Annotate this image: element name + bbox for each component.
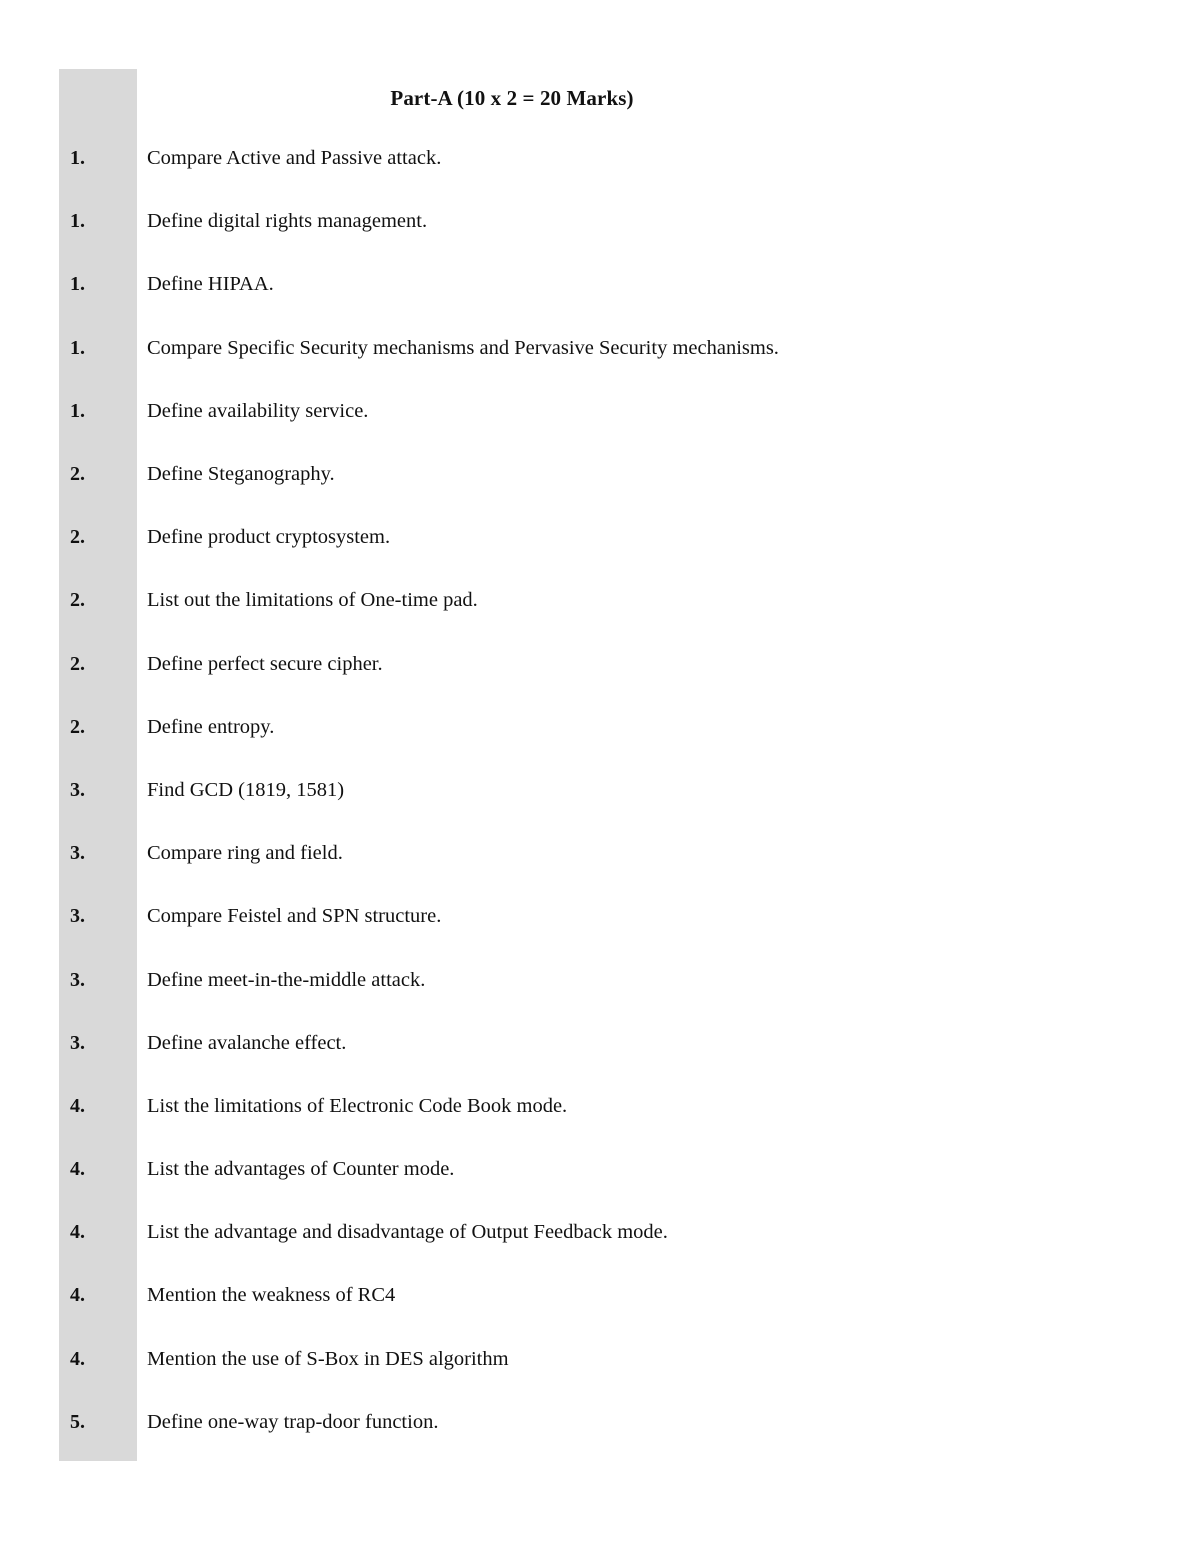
section-header bbox=[137, 69, 887, 127]
question-text: Compare Specific Security mechanisms and Pervasive Security mechanisms. bbox=[147, 336, 779, 359]
question-text: Define digital rights management. bbox=[147, 210, 428, 233]
question-row bbox=[59, 506, 1159, 569]
question-row bbox=[59, 948, 1159, 1011]
question-text: Define one-way trap-door function. bbox=[147, 1410, 439, 1433]
question-text: List the advantages of Counter mode. bbox=[147, 1158, 455, 1181]
question-row bbox=[59, 1075, 1159, 1138]
question-number: 2. bbox=[70, 463, 85, 486]
question-text: Compare Feistel and SPN structure. bbox=[147, 905, 442, 928]
question-text: Define avalanche effect. bbox=[147, 1031, 347, 1054]
question-number: 1. bbox=[70, 147, 85, 170]
question-text: Mention the weakness of RC4 bbox=[147, 1284, 396, 1307]
question-number: 2. bbox=[70, 526, 85, 549]
question-number: 4. bbox=[70, 1284, 85, 1307]
question-text: Define product cryptosystem. bbox=[147, 526, 391, 549]
question-row bbox=[59, 1138, 1159, 1201]
question-row bbox=[59, 759, 1159, 822]
question-text: Mention the use of S-Box in DES algorithm bbox=[147, 1347, 509, 1370]
question-row bbox=[59, 443, 1159, 506]
question-text: List the limitations of Electronic Code Book mode. bbox=[147, 1094, 568, 1117]
question-number: 4. bbox=[70, 1094, 85, 1117]
question-row bbox=[59, 1328, 1159, 1391]
question-text: Define entropy. bbox=[147, 715, 275, 738]
question-text: Compare ring and field. bbox=[147, 842, 343, 865]
question-number: 1. bbox=[70, 210, 85, 233]
question-table bbox=[59, 69, 1159, 1461]
question-number: 5. bbox=[70, 1410, 85, 1433]
question-number: 3. bbox=[70, 968, 85, 991]
question-row bbox=[59, 127, 1159, 190]
question-number: 2. bbox=[70, 652, 85, 675]
question-number: 3. bbox=[70, 842, 85, 865]
question-text: Define Steganography. bbox=[147, 463, 335, 486]
question-row bbox=[59, 253, 1159, 316]
question-row bbox=[59, 1264, 1159, 1327]
section-title: Part-A (10 x 2 = 20 Marks) bbox=[390, 85, 634, 110]
question-text: Compare Active and Passive attack. bbox=[147, 147, 442, 170]
question-list bbox=[59, 127, 1159, 1454]
question-text: Define HIPAA. bbox=[147, 273, 274, 296]
question-number: 4. bbox=[70, 1221, 85, 1244]
question-row bbox=[59, 822, 1159, 885]
question-number: 3. bbox=[70, 1031, 85, 1054]
question-number: 4. bbox=[70, 1158, 85, 1181]
question-row bbox=[59, 1012, 1159, 1075]
question-number: 4. bbox=[70, 1347, 85, 1370]
question-text: List out the limitations of One-time pad. bbox=[147, 589, 478, 612]
question-number: 1. bbox=[70, 336, 85, 359]
question-row bbox=[59, 633, 1159, 696]
question-number: 2. bbox=[70, 589, 85, 612]
question-row bbox=[59, 569, 1159, 632]
question-row bbox=[59, 190, 1159, 253]
question-number: 1. bbox=[70, 399, 85, 422]
question-row bbox=[59, 317, 1159, 380]
question-text: Find GCD (1819, 1581) bbox=[147, 778, 345, 801]
question-number: 1. bbox=[70, 273, 85, 296]
question-text: Define perfect secure cipher. bbox=[147, 652, 383, 675]
question-text: Define meet-in-the-middle attack. bbox=[147, 968, 426, 991]
question-row bbox=[59, 1201, 1159, 1264]
question-number: 3. bbox=[70, 905, 85, 928]
question-row bbox=[59, 696, 1159, 759]
question-row bbox=[59, 380, 1159, 443]
question-row bbox=[59, 885, 1159, 948]
question-number: 3. bbox=[70, 778, 85, 801]
question-number: 2. bbox=[70, 715, 85, 738]
question-text: List the advantage and disadvantage of Output Feedback mode. bbox=[147, 1221, 668, 1244]
question-text: Define availability service. bbox=[147, 399, 369, 422]
question-row bbox=[59, 1391, 1159, 1454]
